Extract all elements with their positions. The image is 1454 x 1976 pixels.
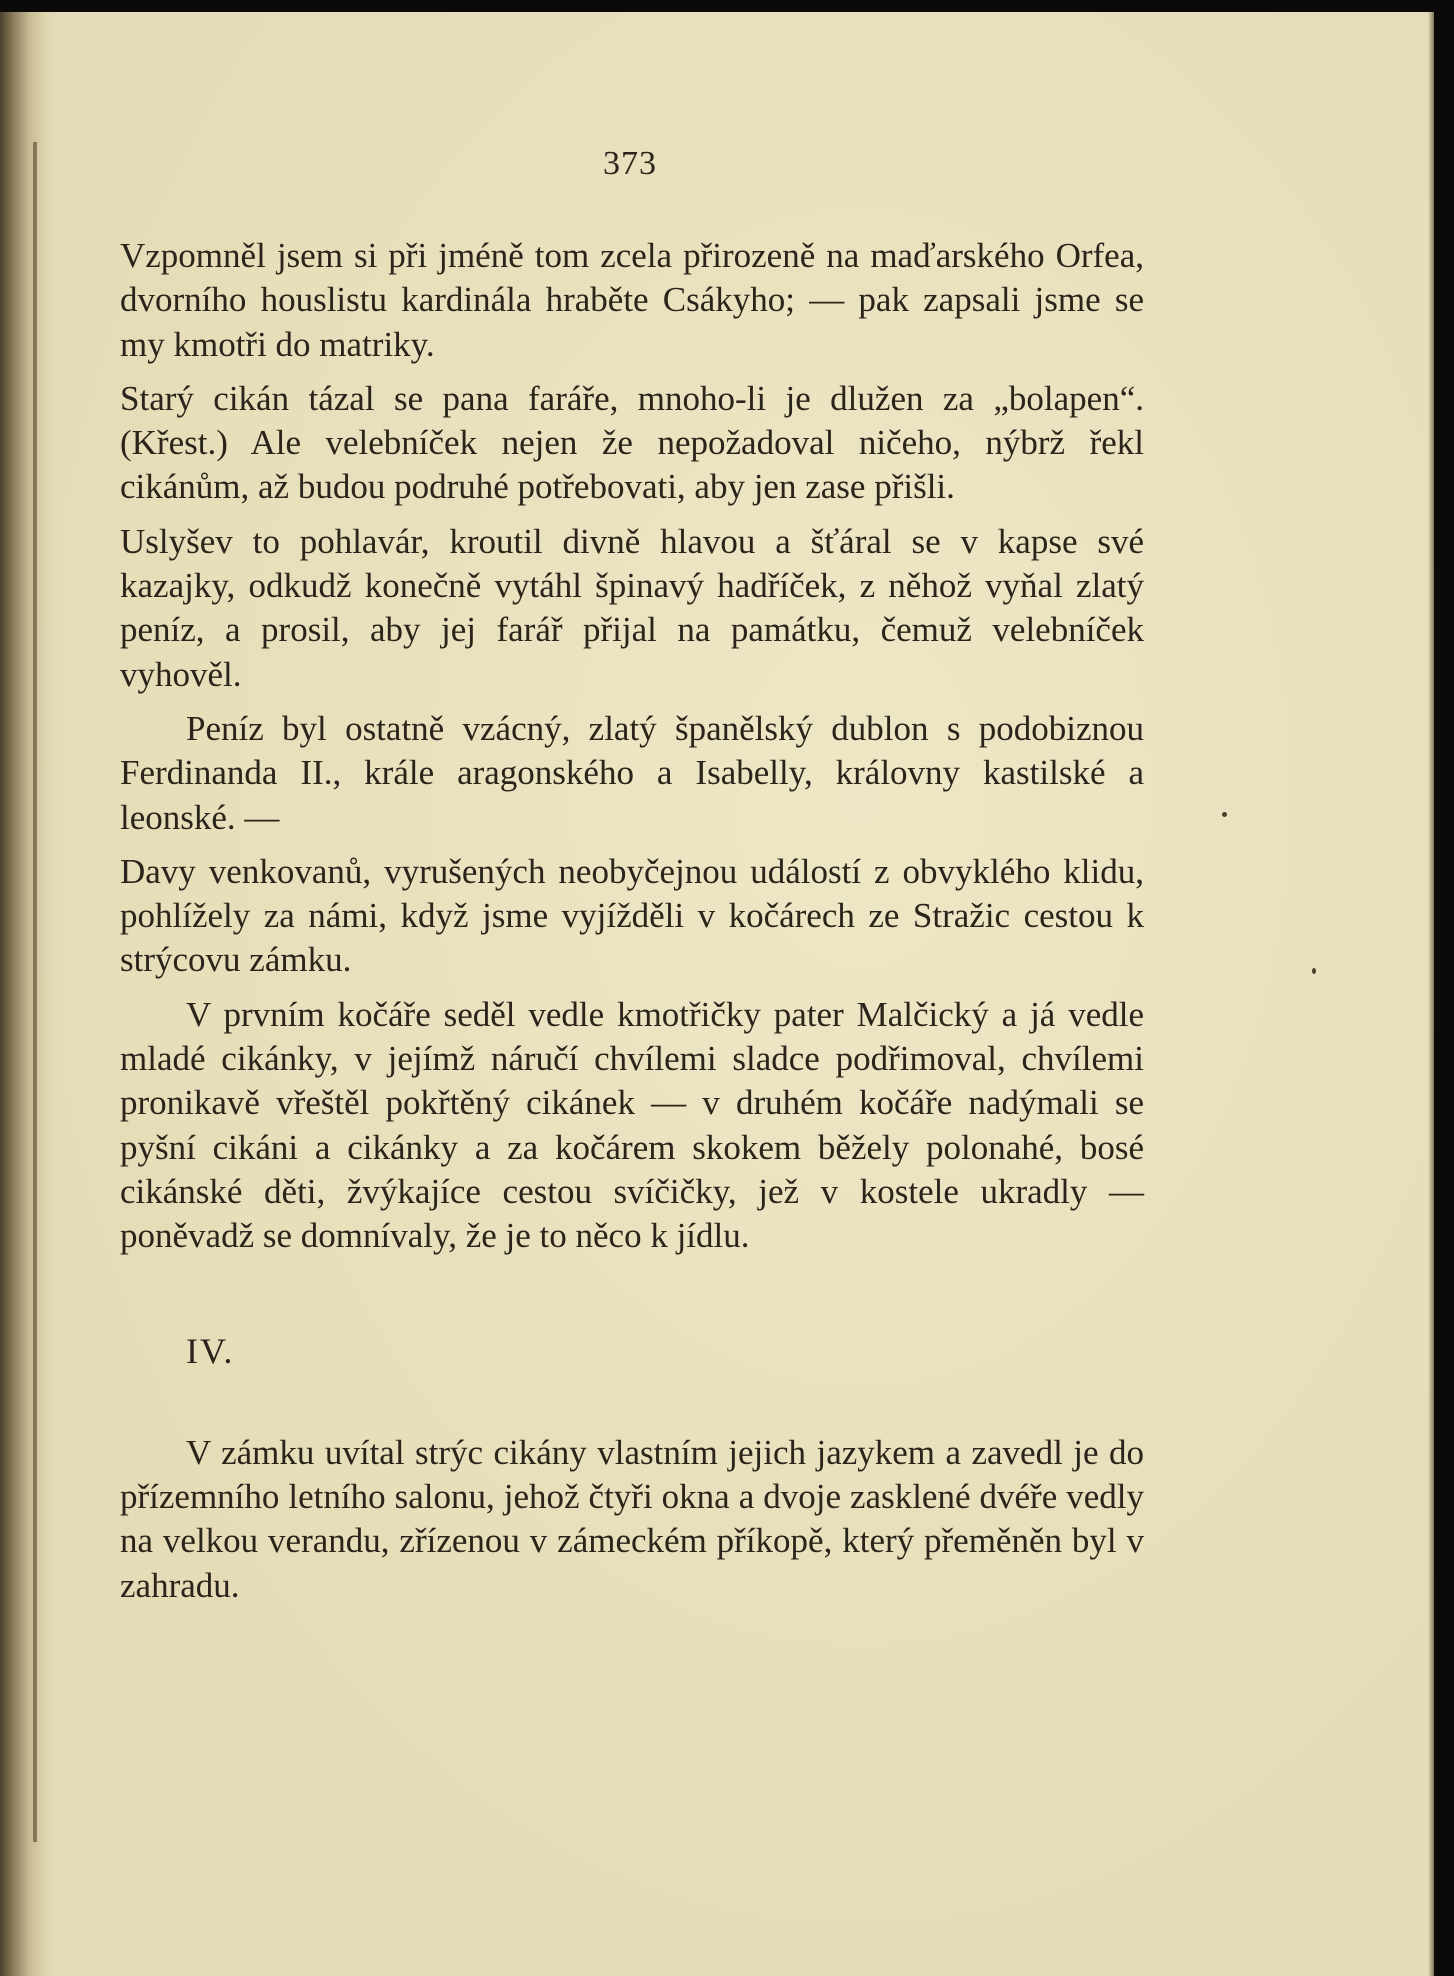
body-text <box>120 234 1144 1618</box>
paper-speck <box>1222 812 1227 817</box>
paragraph: Uslyšev to pohlavár, kroutil divně hlavou a šťáral se v kapse své kazajky, odkudž konečně vytáhl špinavý hadříček, z něhož vyňal zlatý peníz, a prosil, aby jej farář přijal na památku, čemuž velebníček vyhověl. <box>120 521 1144 694</box>
page-gutter-shadow <box>0 12 46 1976</box>
page-right-edge <box>1428 12 1434 1976</box>
paragraph: V prvním kočáře seděl vedle kmotřičky pater Malčický a já vedle mladé cikánky, v jejímž náručí chvílemi sladce podřimoval, chvílemi pronikavě vřeštěl pokřtěný cikánek — v druhém kočáře nadýmali se pyšní cikáni a cikánky a za kočárem skokem běžely polonahé, bosé cikánské děti, žvýkajíce cestou svíčičky, jež v kostele ukradly — poněvadž se domnívaly, že je to něco k jídlu. <box>120 994 1144 1256</box>
paragraph: Vzpomněl jsem si při jméně tom zcela přirozeně na maďarského Orfea, dvorního houslistu kardinála hraběte Csákyho; — pak zapsali jsme se my kmotři do matriky. <box>120 236 1144 364</box>
paper-speck <box>1312 968 1316 974</box>
chapter-heading: IV. <box>186 1330 235 1371</box>
paragraph: V zámku uvítal strýc cikány vlastním jejich jazykem a zavedl je do přízemního letního salonu, jehož čtyři okna a dvoje zasklené dvéře vedly na velkou verandu, zřízenou v zámeckém příkopě, který přeměněn byl v zahradu. <box>120 1432 1144 1605</box>
paragraph: Davy venkovanů, vyrušených neobyčejnou událostí z obvyklého klidu, pohlížely za námi, když jsme vyjížděli v kočárech ze Stražic cestou k strýcovu zámku. <box>120 851 1144 980</box>
paragraph: Peníz byl ostatně vzácný, zlatý španělský dublon s podobiznou Ferdinanda II., krále aragonského a Isabelly, královny kastilské a leonské. — <box>120 708 1144 837</box>
gutter-line <box>33 142 37 1842</box>
page-number: 373 <box>603 145 657 182</box>
paragraph: Starý cikán tázal se pana faráře, mnoho-li je dlužen za „bolapen“. (Křest.) Ale velebníček nejen že nepožadoval ničeho, nýbrž řekl cikánům, až budou podruhé potřebovati, aby jen zase přišli. <box>120 378 1144 507</box>
book-page <box>0 12 1434 1976</box>
